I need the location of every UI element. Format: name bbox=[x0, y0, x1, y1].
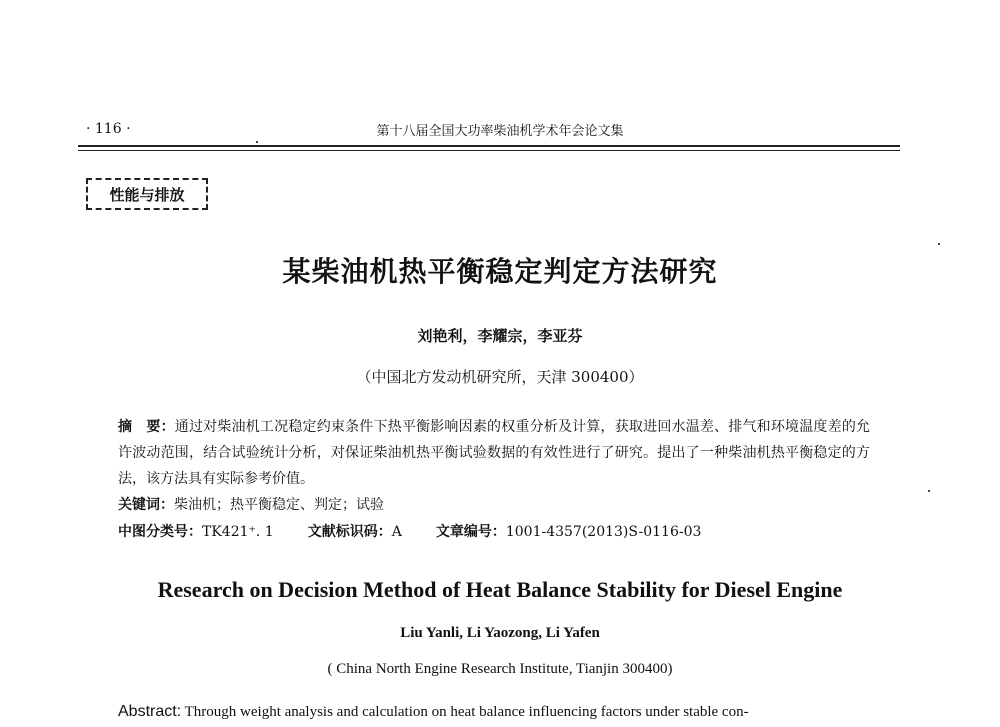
affiliation-en: ( China North Engine Research Institute, Tianjin 300400) bbox=[327, 661, 673, 677]
keywords-cn bbox=[118, 494, 384, 514]
running-header: 第十八届全国大功率柴油机学术年会论文集 bbox=[376, 124, 624, 139]
abstract-en-text: Through weight analysis and calculation on heat balance influencing factors under stable con- bbox=[184, 704, 749, 720]
abstract-cn-label: 摘 要： bbox=[118, 419, 175, 435]
doc-code-label: 文献标识码： bbox=[307, 524, 392, 540]
article-no-label: 文章编号： bbox=[435, 524, 506, 540]
authors-en: Liu Yanli, Li Yaozong, Li Yafen bbox=[400, 625, 600, 641]
scan-speck bbox=[928, 490, 930, 492]
header-rule-thin bbox=[78, 150, 900, 151]
doc-code-value: A bbox=[391, 524, 402, 540]
header-rule-thick bbox=[78, 145, 900, 147]
classification-line bbox=[118, 521, 701, 541]
abstract-cn bbox=[118, 414, 870, 492]
clc-label: 中图分类号： bbox=[118, 524, 202, 540]
abstract-cn-text: 通过对柴油机工况稳定约束条件下热平衡影响因素的权重分析及计算，获取进回水温差、排气和环境温度差的允许波动范围，结合试验统计分析，对保证柴油机热平衡试验数据的有效性进行了研究。提出了一种柴油机热平衡稳定的方法，该方法具有实际参考价值。 bbox=[118, 419, 871, 487]
section-tag bbox=[86, 178, 208, 210]
paper-title-cn: 某柴油机热平衡稳定判定方法研究 bbox=[282, 255, 718, 288]
scan-speck bbox=[938, 243, 940, 245]
authors-cn: 刘艳利，李耀宗，李亚芬 bbox=[417, 327, 583, 345]
article-no-value: 1001-4357(2013)S-0116-03 bbox=[505, 524, 702, 540]
affiliation-cn: （中国北方发动机研究所，天津 300400） bbox=[356, 368, 644, 386]
scan-speck bbox=[256, 141, 258, 143]
keywords-cn-label: 关键词： bbox=[118, 497, 174, 513]
keywords-cn-text: 柴油机；热平衡稳定、判定；试验 bbox=[174, 497, 384, 513]
clc-value: TK421⁺. 1 bbox=[202, 524, 274, 540]
paper-title-en: Research on Decision Method of Heat Balance Stability for Diesel Engine bbox=[157, 577, 843, 602]
section-tag-label: 性能与排放 bbox=[109, 185, 185, 204]
abstract-en-label: Abstract: bbox=[118, 703, 182, 720]
page-number: · 116 · bbox=[86, 121, 131, 137]
abstract-en bbox=[118, 703, 878, 721]
